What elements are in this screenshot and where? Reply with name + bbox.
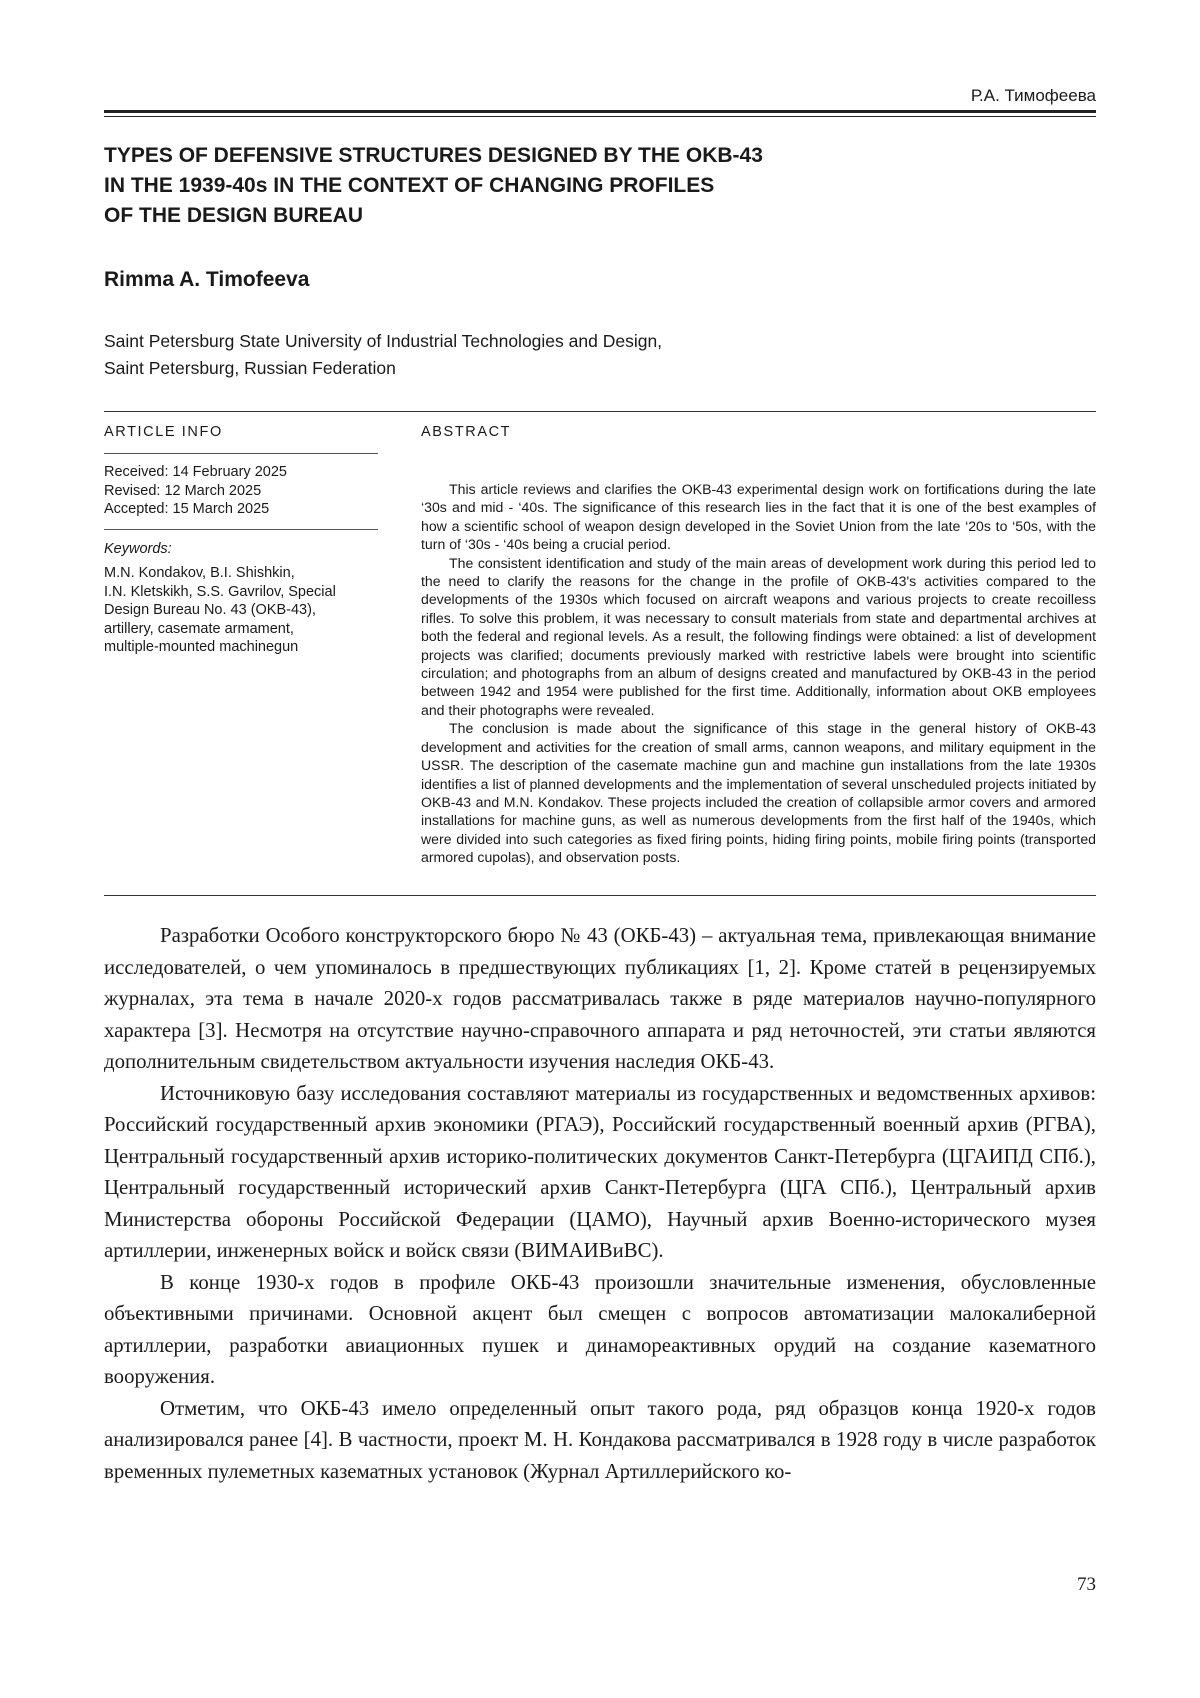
abstract-text: [421, 480, 1096, 867]
title-line: IN THE 1939-40s IN THE CONTEXT OF CHANGING PROFILES: [104, 174, 715, 197]
affiliation-line: Saint Petersburg, Russian Federation: [104, 358, 396, 378]
revised-date: Revised: 12 March 2025: [104, 482, 262, 499]
running-head: Р.А. Тимофеева: [970, 86, 1096, 105]
abstract-heading: ABSTRACT: [421, 424, 512, 440]
abstract-column: [421, 421, 1096, 867]
abstract-paragraph: This article reviews and clarifies the OKB-43 experimental design work on fortifications during the late ‘30s and mid - ‘40s. The significance of this research lies in the fact that it is one of the best examples of how a scientific school of weapon design developed in the Soviet Union from the late ‘20s to ‘50s, with the turn of ‘30s - ‘40s being a crucial period.: [421, 481, 1096, 553]
body-paragraph: Разработки Особого конструкторского бюро № 43 (ОКБ-43) – актуальная тема, привлекающая внимание исследователей, о чем упоминалось в предшествующих публикациях [1, 2]. Кроме статей в рецензируемых журналах, эта тема в начале 2020-х годов рассматривалась также в ряде материалов научно-популярного характера [3]. Несмотря на отсутствие научно-справочного аппарата и ряд неточностей, эти статьи являются дополнительным свидетельством актуальности изучения наследия ОКБ-43.: [104, 924, 1096, 1073]
title-line: OF THE DESIGN BUREAU: [104, 204, 364, 227]
keywords-list: [104, 564, 378, 657]
keywords-line: multiple-mounted machinegun: [104, 639, 299, 655]
accepted-date: Accepted: 15 March 2025: [104, 501, 270, 517]
keywords-line: I.N. Kletskikh, S.S. Gavrilov, Special: [104, 583, 336, 600]
keywords-line: M.N. Kondakov, B.I. Shishkin,: [104, 565, 295, 581]
article-info-heading: ARTICLE INFO: [104, 424, 223, 440]
article-dates: [104, 463, 378, 519]
article-title: [104, 141, 924, 231]
author-name: Rimma A. Timofeeva: [104, 268, 310, 291]
article-body: [104, 920, 1096, 1487]
keywords-line: Design Bureau No. 43 (OKB-43),: [104, 602, 316, 618]
info-section-bottom-rule: [104, 895, 1096, 896]
keywords-label: Keywords:: [104, 540, 172, 557]
title-line: TYPES OF DEFENSIVE STRUCTURES DESIGNED BY THE OKB-43: [104, 144, 763, 167]
affiliation-line: Saint Petersburg State University of Industrial Technologies and Design,: [104, 331, 663, 351]
body-paragraph: Отметим, что ОКБ-43 имело определенный опыт такого рода, ряд образцов конца 1920-х годов анализировался ранее [4]. В частности, проект М. Н. Кондакова рассматривался в 1928 году в числе разработок временных пулеметных казематных установок (Журнал Артиллерийского ко-: [104, 1396, 1096, 1483]
article-info-column: [104, 421, 378, 657]
header-rule-thin: [104, 116, 1096, 117]
abstract-paragraph: The conclusion is made about the significance of this stage in the general history of OKB-43 development and activities for the creation of small arms, cannon weapons, and military equipment in the USSR. The description of the casemate machine gun and machine gun installations from the late 1930s identifies a list of planned developments and the implementation of several unscheduled projects initiated by OKB-43 and M.N. Kondakov. These projects included the creation of collapsible armor covers and armored installations for machine guns, as well as numerous developments from the first half of the 1940s, which were divided into such categories as fixed firing points, hiding firing points, mobile firing points (transported armored cupolas), and observation posts.: [421, 720, 1096, 866]
affiliation: [104, 328, 662, 382]
article-info-rule: [104, 453, 378, 454]
page-number: 73: [1077, 1574, 1096, 1595]
received-date: Received: 14 February 2025: [104, 464, 287, 480]
info-section-top-rule: [104, 411, 1096, 412]
keywords-rule: [104, 529, 378, 530]
body-paragraph: Источниковую базу исследования составляют материалы из государственных и ведомственных архивов: Российский государственный архив экономики (РГАЭ), Российский государственный военный архив (РГВА), Центральный государственный архив историко-политических документов Санкт-Петербурга (ЦГАИПД СПб.), Центральный государственный исторический архив Санкт-Петербурга (ЦГА СПб.), Центральный архив Министерства обороны Российской Федерации (ЦАМО), Научный архив Военно-исторического музея артиллерии, инженерных войск и войск связи (ВИМАИВиВС).: [104, 1081, 1096, 1262]
header-rule-thick: [104, 110, 1096, 113]
keywords-line: artillery, casemate armament,: [104, 620, 294, 637]
abstract-paragraph: The consistent identification and study of the main areas of development work during this period led to the need to clarify the reasons for the change in the profile of OKB-43's activities compared to the developments of the 1930s which focused on aircraft weapons and various projects to create recoilless rifles. To solve this problem, it was necessary to consult materials from state and departmental archives at both the federal and regional levels. As a result, the following findings were obtained: a list of development projects was clarified; documents previously marked with restrictive labels were brought into scientific circulation; and photographs from an album of designs created and manufactured by OKB-43 in the period between 1942 and 1954 were published for the first time. Additionally, information about OKB employees and their photographs were revealed.: [421, 554, 1096, 718]
body-paragraph: В конце 1930-х годов в профиле ОКБ-43 произошли значительные изменения, обусловленные объективными причинами. Основной акцент был смещен с вопросов автоматизации малокалиберной артиллерии, разработки авиационных пушек и динамореактивных орудий на создание казематного вооружения.: [104, 1270, 1096, 1388]
